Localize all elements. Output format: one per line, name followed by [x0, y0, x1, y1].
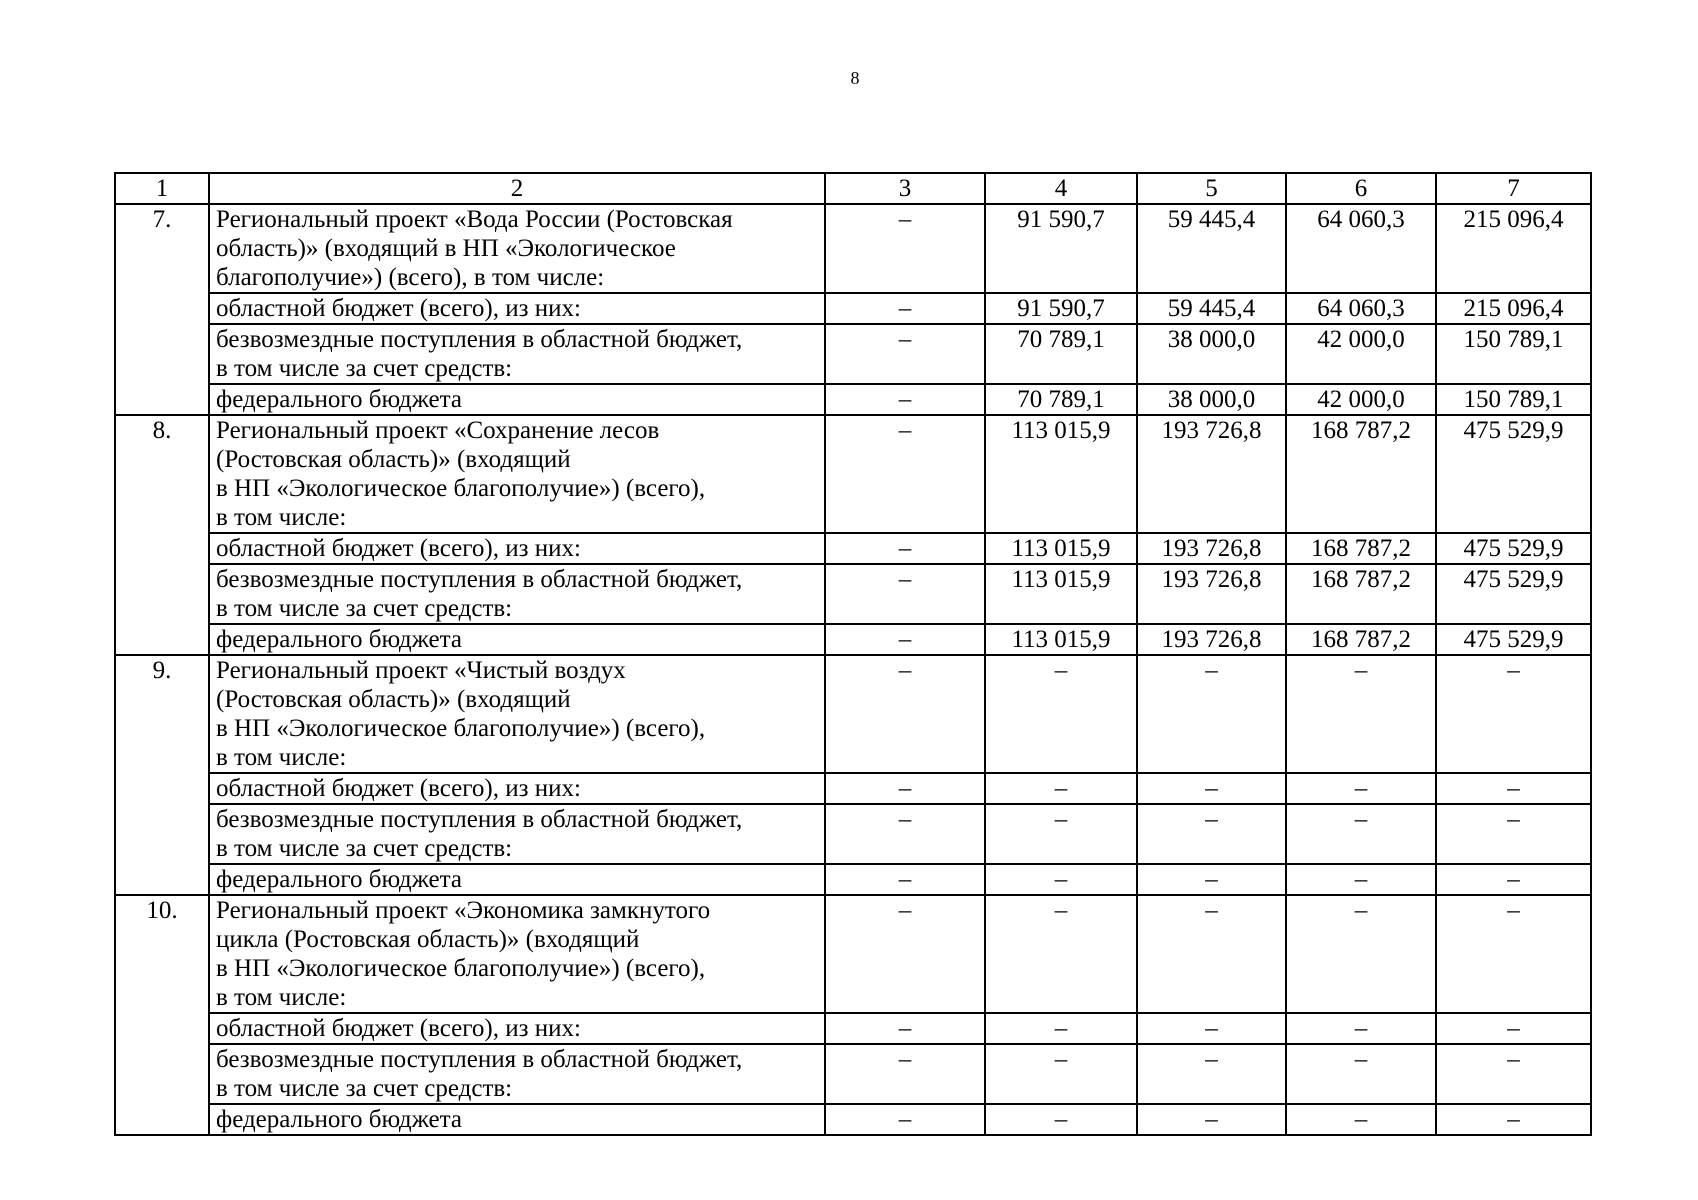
description-line: безвозмездные поступления в областной бюджет, [216, 1046, 743, 1073]
value-cell: 59 445,4 [1137, 204, 1286, 293]
value-cell: – [1137, 773, 1286, 804]
description-line: федерального бюджета [216, 866, 462, 893]
project-number: 10. [115, 895, 209, 1135]
subrow [115, 1044, 1591, 1104]
value-cell: – [1436, 655, 1591, 773]
column-number-row [115, 173, 1591, 204]
description-line: Региональный проект «Вода России (Ростовская [216, 206, 733, 233]
row-description [209, 1044, 825, 1104]
description-line: в том числе за счет средств: [216, 835, 513, 862]
row-description [209, 655, 825, 773]
subrow [115, 324, 1591, 384]
description-line: благополучие») (всего), в том числе: [216, 264, 605, 291]
value-cell: 168 787,2 [1286, 624, 1436, 655]
subrow [115, 384, 1591, 415]
description-line: федерального бюджета [216, 626, 462, 653]
value-cell: 215 096,4 [1436, 204, 1591, 293]
value-cell: 215 096,4 [1436, 293, 1591, 324]
subrow [115, 1104, 1591, 1135]
column-header: 6 [1286, 173, 1436, 204]
page-number: 8 [850, 68, 860, 88]
column-header: 3 [825, 173, 985, 204]
value-cell: – [825, 415, 985, 533]
column-header: 4 [985, 173, 1137, 204]
value-cell: – [1286, 1104, 1436, 1135]
value-cell: – [1286, 1013, 1436, 1044]
description-line: (Ростовская область)» (входящий [216, 686, 571, 713]
project-number: 7. [115, 204, 209, 415]
value-cell: – [1286, 864, 1436, 895]
value-cell: 38 000,0 [1137, 324, 1286, 384]
budget-table-body [115, 204, 1591, 1135]
value-cell: 150 789,1 [1436, 384, 1591, 415]
column-header: 2 [209, 173, 825, 204]
value-cell: – [985, 773, 1137, 804]
description-line: в том числе: [216, 744, 347, 771]
value-cell: – [825, 204, 985, 293]
subrow [115, 624, 1591, 655]
value-cell: – [825, 773, 985, 804]
value-cell: – [825, 324, 985, 384]
value-cell: – [1436, 1104, 1591, 1135]
row-description [209, 384, 825, 415]
value-cell: 38 000,0 [1137, 384, 1286, 415]
value-cell: – [1436, 864, 1591, 895]
subrow [115, 564, 1591, 624]
project-row [115, 204, 1591, 293]
value-cell: – [1286, 773, 1436, 804]
column-header: 1 [115, 173, 209, 204]
value-cell: 70 789,1 [985, 384, 1137, 415]
budget-table [114, 172, 1592, 1136]
value-cell: – [1436, 804, 1591, 864]
value-cell: 64 060,3 [1286, 293, 1436, 324]
value-cell: – [985, 655, 1137, 773]
row-description [209, 624, 825, 655]
description-line: в том числе за счет средств: [216, 595, 513, 622]
value-cell: – [985, 1013, 1137, 1044]
subrow [115, 804, 1591, 864]
row-description [209, 773, 825, 804]
subrow [115, 533, 1591, 564]
subrow [115, 864, 1591, 895]
value-cell: – [985, 804, 1137, 864]
value-cell: 475 529,9 [1436, 564, 1591, 624]
value-cell: 193 726,8 [1137, 415, 1286, 533]
value-cell: 42 000,0 [1286, 384, 1436, 415]
value-cell: – [1137, 655, 1286, 773]
value-cell: – [1436, 773, 1591, 804]
description-line: областной бюджет (всего), из них: [216, 535, 581, 562]
value-cell: 91 590,7 [985, 204, 1137, 293]
subrow [115, 1013, 1591, 1044]
value-cell: 475 529,9 [1436, 624, 1591, 655]
value-cell: 113 015,9 [985, 624, 1137, 655]
value-cell: – [1137, 1044, 1286, 1104]
description-line: в том числе за счет средств: [216, 355, 513, 382]
value-cell: 475 529,9 [1436, 533, 1591, 564]
value-cell: – [825, 293, 985, 324]
value-cell: – [1137, 1104, 1286, 1135]
project-row [115, 655, 1591, 773]
value-cell: 193 726,8 [1137, 624, 1286, 655]
subrow [115, 773, 1591, 804]
subrow [115, 293, 1591, 324]
description-line: в НП «Экологическое благополучие») (всего), [216, 715, 706, 742]
row-description [209, 1104, 825, 1135]
description-line: в том числе: [216, 984, 347, 1011]
value-cell: – [825, 895, 985, 1013]
value-cell: – [825, 864, 985, 895]
value-cell: 113 015,9 [985, 533, 1137, 564]
value-cell: – [825, 655, 985, 773]
row-description [209, 204, 825, 293]
value-cell: – [1286, 655, 1436, 773]
description-line: Региональный проект «Экономика замкнутого [216, 897, 711, 924]
project-number: 9. [115, 655, 209, 895]
row-description [209, 415, 825, 533]
row-description [209, 864, 825, 895]
value-cell: 168 787,2 [1286, 564, 1436, 624]
column-header: 7 [1436, 173, 1591, 204]
description-line: безвозмездные поступления в областной бюджет, [216, 566, 743, 593]
row-description [209, 1013, 825, 1044]
column-header: 5 [1137, 173, 1286, 204]
value-cell: – [825, 1013, 985, 1044]
value-cell: – [1436, 1013, 1591, 1044]
value-cell: 193 726,8 [1137, 564, 1286, 624]
project-row [115, 415, 1591, 533]
row-description [209, 895, 825, 1013]
description-line: областной бюджет (всего), из них: [216, 775, 581, 802]
value-cell: 59 445,4 [1137, 293, 1286, 324]
value-cell: 168 787,2 [1286, 533, 1436, 564]
value-cell: – [1137, 864, 1286, 895]
value-cell: – [1286, 804, 1436, 864]
value-cell: – [825, 1104, 985, 1135]
row-description [209, 804, 825, 864]
value-cell: 91 590,7 [985, 293, 1137, 324]
value-cell: – [825, 533, 985, 564]
value-cell: – [1436, 895, 1591, 1013]
value-cell: 150 789,1 [1436, 324, 1591, 384]
row-description [209, 293, 825, 324]
value-cell: 113 015,9 [985, 415, 1137, 533]
description-line: в том числе: [216, 504, 347, 531]
description-line: цикла (Ростовская область)» (входящий [216, 926, 640, 953]
value-cell: – [1286, 1044, 1436, 1104]
value-cell: 70 789,1 [985, 324, 1137, 384]
value-cell: 42 000,0 [1286, 324, 1436, 384]
value-cell: 64 060,3 [1286, 204, 1436, 293]
description-line: федерального бюджета [216, 1106, 462, 1133]
value-cell: – [1137, 1013, 1286, 1044]
value-cell: 168 787,2 [1286, 415, 1436, 533]
description-line: в НП «Экологическое благополучие») (всего), [216, 475, 706, 502]
description-line: Региональный проект «Чистый воздух [216, 657, 626, 684]
row-description [209, 564, 825, 624]
description-line: безвозмездные поступления в областной бюджет, [216, 806, 743, 833]
value-cell: – [825, 564, 985, 624]
value-cell: – [825, 384, 985, 415]
value-cell: – [985, 1104, 1137, 1135]
value-cell: 475 529,9 [1436, 415, 1591, 533]
value-cell: – [1436, 1044, 1591, 1104]
description-line: областной бюджет (всего), из них: [216, 295, 581, 322]
description-line: безвозмездные поступления в областной бюджет, [216, 326, 743, 353]
value-cell: – [985, 895, 1137, 1013]
value-cell: 113 015,9 [985, 564, 1137, 624]
description-line: Региональный проект «Сохранение лесов [216, 417, 660, 444]
project-row [115, 895, 1591, 1013]
description-line: (Ростовская область)» (входящий [216, 446, 571, 473]
project-number: 8. [115, 415, 209, 655]
value-cell: – [1137, 804, 1286, 864]
value-cell: – [1137, 895, 1286, 1013]
row-description [209, 324, 825, 384]
value-cell: 193 726,8 [1137, 533, 1286, 564]
description-line: федерального бюджета [216, 386, 462, 413]
description-line: в НП «Экологическое благополучие») (всего), [216, 955, 706, 982]
value-cell: – [985, 1044, 1137, 1104]
description-line: в том числе за счет средств: [216, 1075, 513, 1102]
value-cell: – [985, 864, 1137, 895]
value-cell: – [825, 1044, 985, 1104]
value-cell: – [1286, 895, 1436, 1013]
row-description [209, 533, 825, 564]
description-line: область)» (входящий в НП «Экологическое [216, 235, 676, 262]
description-line: областной бюджет (всего), из них: [216, 1015, 581, 1042]
value-cell: – [825, 804, 985, 864]
value-cell: – [825, 624, 985, 655]
